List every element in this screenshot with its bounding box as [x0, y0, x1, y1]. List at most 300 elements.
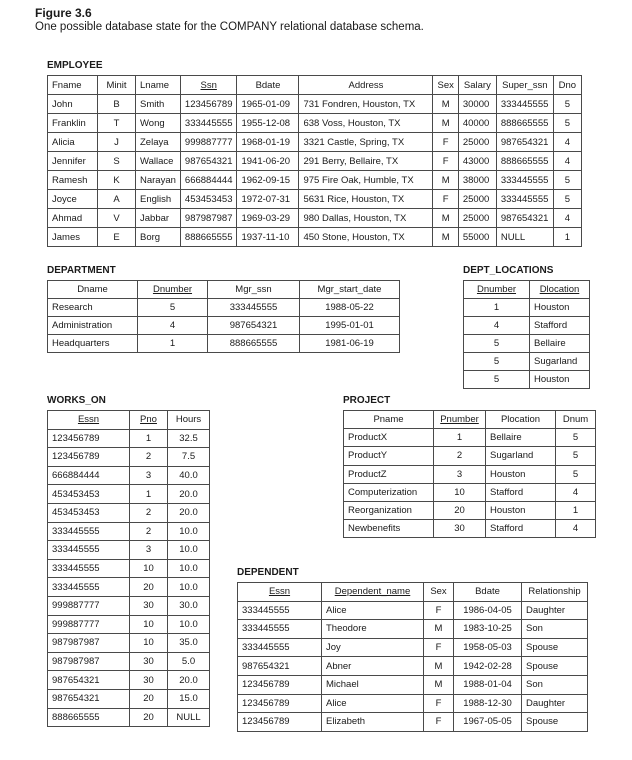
- table-cell: 5631 Rice, Houston, TX: [299, 190, 433, 209]
- table-row: [48, 114, 582, 133]
- employee-table-name: EMPLOYEE: [47, 60, 103, 71]
- table-cell: E: [98, 228, 136, 247]
- figure-title: Figure 3.6: [35, 6, 92, 20]
- table-cell: 450 Stone, Houston, TX: [299, 228, 433, 247]
- table-cell: 43000: [458, 152, 496, 171]
- employee-column-header: [496, 76, 553, 95]
- table-row: [48, 228, 582, 247]
- table-row: [48, 133, 582, 152]
- table-cell: 38000: [458, 171, 496, 190]
- works-on-header-row: [48, 411, 210, 430]
- table-cell: 333445555: [48, 559, 130, 578]
- table-cell: Alice: [322, 601, 424, 620]
- employee-column-label: Ssn: [200, 79, 217, 91]
- table-cell: 3: [434, 465, 486, 483]
- table-cell: 453453453: [180, 190, 237, 209]
- table-cell: 25000: [458, 190, 496, 209]
- table-cell: F: [433, 190, 458, 209]
- dependent-column-label: Essn: [268, 586, 291, 598]
- figure-caption: One possible database state for the COMPANY relational database schema.: [35, 21, 424, 33]
- table-cell: 25000: [458, 133, 496, 152]
- department-column-header: [300, 281, 400, 299]
- table-cell: Bellaire: [486, 429, 556, 447]
- table-row: [48, 503, 210, 522]
- project-column-header: [486, 411, 556, 429]
- table-cell: Houston: [530, 299, 590, 317]
- table-cell: 3321 Castle, Spring, TX: [299, 133, 433, 152]
- project-column-header: [344, 411, 434, 429]
- employee-column-header: [136, 76, 181, 95]
- table-cell: 1986-04-05: [454, 601, 522, 620]
- employee-column-header: [458, 76, 496, 95]
- department-column-label: Mgr_ssn: [235, 284, 272, 295]
- table-cell: 1988-12-30: [454, 694, 522, 713]
- project-column-label: Plocation: [500, 414, 541, 426]
- table-cell: 10.0: [168, 541, 210, 560]
- project-column-header: [556, 411, 596, 429]
- table-cell: 999887777: [180, 133, 237, 152]
- table-row: [48, 209, 582, 228]
- table-cell: 291 Berry, Bellaire, TX: [299, 152, 433, 171]
- project-column-label: Pname: [373, 414, 404, 426]
- table-row: [344, 429, 596, 447]
- project-table-name: PROJECT: [343, 395, 391, 406]
- table-row: [48, 190, 582, 209]
- dept-locations-column-label: Dnumber: [476, 284, 517, 295]
- table-cell: Smith: [136, 95, 181, 114]
- table-cell: Borg: [136, 228, 181, 247]
- table-cell: Sugarland: [486, 447, 556, 465]
- dependent-column-label: Dependent_name: [334, 586, 411, 598]
- dependent-column-label: Bdate: [475, 586, 500, 598]
- table-cell: 5: [553, 114, 581, 133]
- table-row: [48, 448, 210, 467]
- table-cell: 1941-06-20: [237, 152, 299, 171]
- table-cell: 333445555: [238, 620, 322, 639]
- table-row: [48, 466, 210, 485]
- table-cell: Elizabeth: [322, 713, 424, 732]
- table-cell: 123456789: [180, 95, 237, 114]
- table-cell: 30: [130, 671, 168, 690]
- table-row: [48, 708, 210, 727]
- table-cell: 5: [464, 335, 530, 353]
- table-cell: 987654321: [208, 317, 300, 335]
- dependent-column-label: Sex: [430, 586, 447, 598]
- table-cell: 453453453: [48, 485, 130, 504]
- table-cell: 123456789: [238, 694, 322, 713]
- table-cell: Administration: [48, 317, 138, 335]
- table-cell: 4: [556, 520, 596, 538]
- dependent-table-name: DEPENDENT: [237, 567, 299, 578]
- table-cell: 1988-05-22: [300, 299, 400, 317]
- table-cell: M: [424, 675, 454, 694]
- table-cell: 333445555: [496, 190, 553, 209]
- table-cell: 1968-01-19: [237, 133, 299, 152]
- table-cell: 10.0: [168, 559, 210, 578]
- table-cell: Reorganization: [344, 501, 434, 519]
- table-cell: 1: [556, 501, 596, 519]
- dept-locations-column-label: Dlocation: [539, 284, 580, 295]
- table-cell: 32.5: [168, 429, 210, 448]
- table-cell: Michael: [322, 675, 424, 694]
- table-cell: 888665555: [180, 228, 237, 247]
- dependent-column-label: Relationship: [528, 586, 581, 598]
- table-cell: 888665555: [208, 335, 300, 353]
- employee-table: [47, 75, 582, 247]
- table-cell: Jabbar: [136, 209, 181, 228]
- table-cell: 20.0: [168, 671, 210, 690]
- table-row: [48, 596, 210, 615]
- table-cell: Zelaya: [136, 133, 181, 152]
- employee-header-row: [48, 76, 582, 95]
- table-cell: Stafford: [486, 520, 556, 538]
- table-cell: 333445555: [496, 95, 553, 114]
- table-row: [48, 559, 210, 578]
- table-cell: Stafford: [486, 483, 556, 501]
- dept-locations-table-name: DEPT_LOCATIONS: [463, 265, 554, 276]
- table-cell: Franklin: [48, 114, 98, 133]
- table-cell: 987654321: [48, 689, 130, 708]
- table-cell: F: [424, 694, 454, 713]
- table-cell: 15.0: [168, 689, 210, 708]
- works-on-column-label: Essn: [77, 414, 100, 426]
- table-cell: 10: [130, 615, 168, 634]
- table-cell: J: [98, 133, 136, 152]
- table-cell: 333445555: [496, 171, 553, 190]
- table-cell: Ramesh: [48, 171, 98, 190]
- table-row: [48, 522, 210, 541]
- table-cell: 1: [130, 485, 168, 504]
- table-row: [238, 601, 588, 620]
- table-row: [344, 501, 596, 519]
- dependent-header-row: [238, 583, 588, 602]
- table-cell: Daughter: [522, 601, 588, 620]
- table-cell: M: [433, 171, 458, 190]
- table-cell: ProductX: [344, 429, 434, 447]
- table-row: [344, 447, 596, 465]
- table-cell: F: [424, 638, 454, 657]
- department-column-label: Mgr_start_date: [317, 284, 382, 295]
- table-cell: 5: [553, 95, 581, 114]
- table-cell: Headquarters: [48, 335, 138, 353]
- department-column-label: Dnumber: [152, 284, 193, 295]
- table-cell: M: [424, 657, 454, 676]
- employee-column-label: Dno: [558, 79, 577, 91]
- project-column-header: [434, 411, 486, 429]
- table-cell: Joy: [322, 638, 424, 657]
- table-cell: Wong: [136, 114, 181, 133]
- table-cell: 987654321: [180, 152, 237, 171]
- table-cell: 40000: [458, 114, 496, 133]
- dependent-column-header: [522, 583, 588, 602]
- table-cell: 20: [434, 501, 486, 519]
- table-cell: 4: [464, 317, 530, 335]
- table-cell: 1988-01-04: [454, 675, 522, 694]
- table-cell: 5: [556, 429, 596, 447]
- employee-column-label: Fname: [52, 79, 82, 91]
- table-cell: 2: [130, 503, 168, 522]
- table-row: [238, 694, 588, 713]
- table-cell: 20.0: [168, 503, 210, 522]
- table-cell: 10.0: [168, 615, 210, 634]
- table-cell: Sugarland: [530, 353, 590, 371]
- table-cell: 975 Fire Oak, Humble, TX: [299, 171, 433, 190]
- project-table: [343, 410, 596, 538]
- table-cell: 20: [130, 708, 168, 727]
- table-cell: 987654321: [238, 657, 322, 676]
- table-cell: 1942-02-28: [454, 657, 522, 676]
- dependent-column-header: [238, 583, 322, 602]
- table-cell: M: [433, 114, 458, 133]
- table-cell: 4: [138, 317, 208, 335]
- table-cell: 888665555: [48, 708, 130, 727]
- table-cell: M: [433, 95, 458, 114]
- table-row: [48, 317, 400, 335]
- table-row: [238, 620, 588, 639]
- table-cell: Alice: [322, 694, 424, 713]
- table-cell: A: [98, 190, 136, 209]
- table-row: [48, 615, 210, 634]
- table-cell: Alicia: [48, 133, 98, 152]
- table-cell: 5: [464, 371, 530, 389]
- table-cell: M: [433, 228, 458, 247]
- table-cell: 123456789: [238, 675, 322, 694]
- table-cell: Houston: [486, 501, 556, 519]
- table-cell: 987987987: [48, 634, 130, 653]
- table-cell: 333445555: [238, 638, 322, 657]
- table-cell: ProductZ: [344, 465, 434, 483]
- project-column-label: Pnumber: [440, 414, 479, 426]
- table-cell: Son: [522, 620, 588, 639]
- table-cell: Daughter: [522, 694, 588, 713]
- employee-column-label: Bdate: [255, 79, 281, 91]
- table-cell: Spouse: [522, 713, 588, 732]
- table-cell: 2: [434, 447, 486, 465]
- table-cell: 333445555: [238, 601, 322, 620]
- employee-column-header: [553, 76, 581, 95]
- table-cell: 123456789: [238, 713, 322, 732]
- table-row: [464, 335, 590, 353]
- table-row: [48, 95, 582, 114]
- table-cell: 999887777: [48, 615, 130, 634]
- table-cell: 25000: [458, 209, 496, 228]
- table-cell: Research: [48, 299, 138, 317]
- table-cell: 333445555: [180, 114, 237, 133]
- table-cell: Newbenefits: [344, 520, 434, 538]
- table-cell: 1958-05-03: [454, 638, 522, 657]
- table-row: [48, 485, 210, 504]
- table-row: [48, 429, 210, 448]
- table-row: [464, 299, 590, 317]
- table-cell: Abner: [322, 657, 424, 676]
- table-cell: 333445555: [48, 522, 130, 541]
- employee-column-label: Sex: [437, 79, 454, 91]
- table-cell: Houston: [530, 371, 590, 389]
- table-cell: Ahmad: [48, 209, 98, 228]
- table-cell: 987654321: [496, 209, 553, 228]
- department-table: [47, 280, 400, 353]
- table-cell: Theodore: [322, 620, 424, 639]
- table-cell: John: [48, 95, 98, 114]
- table-cell: 20: [130, 578, 168, 597]
- table-cell: 333445555: [48, 541, 130, 560]
- table-cell: 4: [553, 209, 581, 228]
- table-row: [48, 634, 210, 653]
- table-row: [48, 152, 582, 171]
- table-cell: 1: [434, 429, 486, 447]
- table-cell: 987987987: [180, 209, 237, 228]
- table-row: [344, 465, 596, 483]
- table-row: [464, 317, 590, 335]
- table-cell: 1962-09-15: [237, 171, 299, 190]
- table-cell: 4: [553, 133, 581, 152]
- table-cell: 3: [130, 541, 168, 560]
- table-cell: 1: [130, 429, 168, 448]
- department-table-name: DEPARTMENT: [47, 265, 116, 276]
- employee-column-label: Super_ssn: [502, 79, 548, 91]
- table-cell: 123456789: [48, 448, 130, 467]
- table-cell: 35.0: [168, 634, 210, 653]
- table-cell: 10: [130, 634, 168, 653]
- table-cell: Spouse: [522, 657, 588, 676]
- table-cell: 1969-03-29: [237, 209, 299, 228]
- table-cell: 10: [130, 559, 168, 578]
- table-cell: 5: [553, 190, 581, 209]
- department-column-header: [208, 281, 300, 299]
- table-cell: F: [433, 152, 458, 171]
- works-on-table-name: WORKS_ON: [47, 395, 106, 406]
- table-row: [464, 371, 590, 389]
- table-cell: F: [424, 601, 454, 620]
- dependent-column-header: [322, 583, 424, 602]
- employee-column-header: [180, 76, 237, 95]
- table-cell: 4: [553, 152, 581, 171]
- table-cell: 30: [130, 596, 168, 615]
- table-cell: 888665555: [496, 114, 553, 133]
- table-cell: 55000: [458, 228, 496, 247]
- employee-column-header: [98, 76, 136, 95]
- table-cell: 10.0: [168, 522, 210, 541]
- employee-column-header: [237, 76, 299, 95]
- table-cell: M: [424, 620, 454, 639]
- department-column-header: [138, 281, 208, 299]
- table-cell: 453453453: [48, 503, 130, 522]
- table-cell: 666884444: [48, 466, 130, 485]
- table-cell: Joyce: [48, 190, 98, 209]
- table-cell: 1: [553, 228, 581, 247]
- employee-column-label: Salary: [463, 79, 491, 91]
- table-row: [48, 671, 210, 690]
- table-row: [48, 689, 210, 708]
- table-cell: Houston: [486, 465, 556, 483]
- table-cell: Computerization: [344, 483, 434, 501]
- table-row: [344, 483, 596, 501]
- table-cell: 731 Fondren, Houston, TX: [299, 95, 433, 114]
- table-cell: 987654321: [496, 133, 553, 152]
- table-row: [238, 675, 588, 694]
- table-cell: James: [48, 228, 98, 247]
- table-row: [238, 657, 588, 676]
- table-cell: Stafford: [530, 317, 590, 335]
- table-cell: 1995-01-01: [300, 317, 400, 335]
- table-cell: English: [136, 190, 181, 209]
- table-cell: 888665555: [496, 152, 553, 171]
- table-cell: 980 Dallas, Houston, TX: [299, 209, 433, 228]
- table-cell: 5: [556, 465, 596, 483]
- table-cell: 333445555: [208, 299, 300, 317]
- dependent-table: [237, 582, 588, 732]
- table-cell: 1981-06-19: [300, 335, 400, 353]
- table-cell: 999887777: [48, 596, 130, 615]
- employee-column-header: [433, 76, 458, 95]
- dept-locations-column-header: [530, 281, 590, 299]
- table-row: [48, 299, 400, 317]
- table-cell: 30000: [458, 95, 496, 114]
- table-cell: 5: [556, 447, 596, 465]
- dept-locations-table: [463, 280, 590, 389]
- table-cell: S: [98, 152, 136, 171]
- table-row: [48, 335, 400, 353]
- dept-locations-column-header: [464, 281, 530, 299]
- works-on-column-header: [130, 411, 168, 430]
- department-column-header: [48, 281, 138, 299]
- table-cell: 987654321: [48, 671, 130, 690]
- department-header-row: [48, 281, 400, 299]
- table-row: [238, 713, 588, 732]
- table-cell: 10.0: [168, 578, 210, 597]
- employee-column-label: Address: [348, 79, 384, 91]
- table-cell: K: [98, 171, 136, 190]
- table-cell: 1965-01-09: [237, 95, 299, 114]
- table-cell: 10: [434, 483, 486, 501]
- table-cell: Jennifer: [48, 152, 98, 171]
- table-cell: 30.0: [168, 596, 210, 615]
- table-cell: 1983-10-25: [454, 620, 522, 639]
- table-row: [48, 652, 210, 671]
- employee-column-label: Lname: [140, 79, 170, 91]
- department-column-label: Dname: [77, 284, 108, 295]
- table-cell: 5: [553, 171, 581, 190]
- dependent-column-header: [424, 583, 454, 602]
- table-cell: B: [98, 95, 136, 114]
- table-row: [48, 171, 582, 190]
- project-header-row: [344, 411, 596, 429]
- table-cell: 1955-12-08: [237, 114, 299, 133]
- table-cell: Bellaire: [530, 335, 590, 353]
- table-cell: 5.0: [168, 652, 210, 671]
- table-cell: 7.5: [168, 448, 210, 467]
- table-cell: 20.0: [168, 485, 210, 504]
- table-cell: 1967-05-05: [454, 713, 522, 732]
- table-cell: 5: [464, 353, 530, 371]
- table-cell: 3: [130, 466, 168, 485]
- table-cell: 666884444: [180, 171, 237, 190]
- table-cell: Narayan: [136, 171, 181, 190]
- dependent-column-header: [454, 583, 522, 602]
- table-cell: ProductY: [344, 447, 434, 465]
- table-cell: NULL: [168, 708, 210, 727]
- table-cell: 1937-11-10: [237, 228, 299, 247]
- works-on-column-label: Pno: [140, 414, 157, 426]
- table-cell: 987987987: [48, 652, 130, 671]
- table-cell: T: [98, 114, 136, 133]
- table-cell: V: [98, 209, 136, 228]
- table-cell: 123456789: [48, 429, 130, 448]
- table-cell: 30: [130, 652, 168, 671]
- works-on-column-header: [48, 411, 130, 430]
- table-cell: 2: [130, 522, 168, 541]
- table-cell: Spouse: [522, 638, 588, 657]
